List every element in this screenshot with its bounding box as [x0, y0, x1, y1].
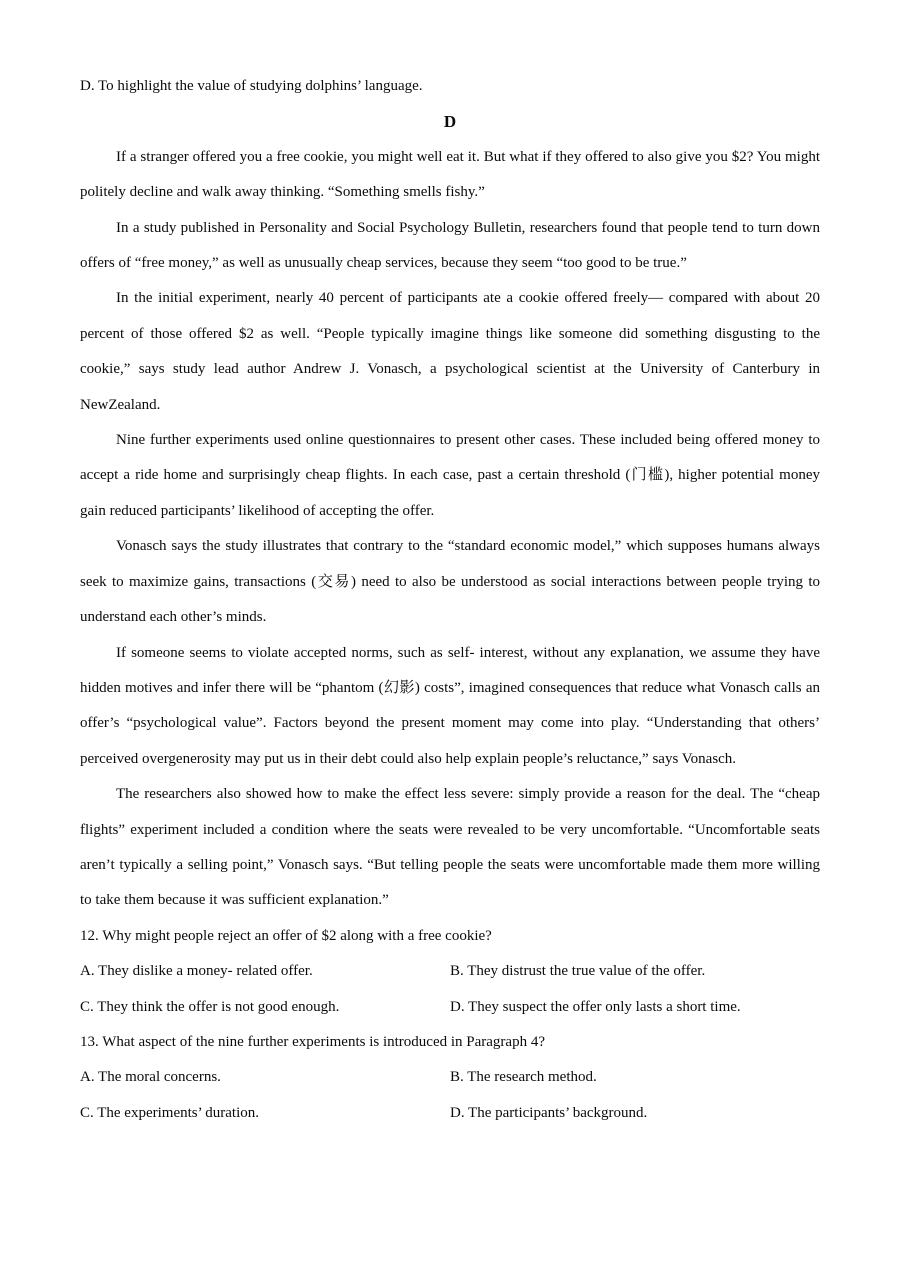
- previous-question-option-d: D. To highlight the value of studying dolphins’ language.: [80, 78, 423, 94]
- question-13-prompt: 13. What aspect of the nine further experiments is introduced in Paragraph 4?: [80, 1033, 545, 1050]
- question-12-options-row-2: [80, 990, 820, 1025]
- question-12-option-c: C. They think the offer is not good enough.: [80, 998, 340, 1015]
- question-12-prompt: 12. Why might people reject an offer of $2 along with a free cookie?: [80, 927, 492, 944]
- passage-paragraph-1: If a stranger offered you a free cookie, you might well eat it. But what if they offered to also give you $2? You might politely decline and walk away thinking. “Something smells fishy.”: [80, 148, 820, 201]
- exam-page: [80, 0, 820, 1131]
- question-12-options-row-1: [80, 954, 820, 989]
- question-13-option-b: B. The research method.: [450, 1069, 597, 1086]
- question-13-options-row-2: [80, 1096, 820, 1131]
- passage-paragraph-4: Nine further experiments used online questionnaires to present other cases. These included being offered money to accept a ride home and surprisingly cheap flights. In each case, past a certain threshold (门槛), higher potential money gain reduced participants’ likelihood of accepting the offer.: [80, 432, 820, 519]
- passage-paragraph-6: If someone seems to violate accepted norms, such as self- interest, without any explanation, we assume they have hidden motives and infer there will be “phantom (幻影) costs”, imagined consequences that reduce what Vonasch calls an offer’s “psychological value”. Factors beyond the present moment may come into play. “Understanding that others’ perceived overgenerosity may put us in their debt could also help explain people’s reluctance,” says Vonasch.: [80, 644, 820, 767]
- question-12-option-b: B. They distrust the true value of the offer.: [450, 963, 706, 980]
- question-12: [80, 919, 820, 1025]
- passage-paragraph-7: The researchers also showed how to make the effect less severe: simply provide a reason for the deal. The “cheap flights” experiment included a condition where the seats were revealed to be very uncomfortable. “Uncomfortable seats aren’t typically a selling point,” Vonasch says. “But telling people the seats were uncomfortable made them more willing to take them because it was sufficient explanation.”: [80, 786, 820, 909]
- passage-paragraph-5: Vonasch says the study illustrates that contrary to the “standard economic model,” which supposes humans always seek to maximize gains, transactions (交易) need to also be understood as social interactions between people trying to understand each other’s minds.: [80, 538, 820, 626]
- passage-section-heading: D: [443, 112, 457, 132]
- question-12-option-d: D. They suspect the offer only lasts a short time.: [450, 998, 741, 1015]
- question-13-options-row-1: [80, 1060, 820, 1095]
- passage-paragraph-2: In a study published in Personality and Social Psychology Bulletin, researchers found that people tend to turn down offers of “free money,” as well as unusually cheap services, because they seem “too good to be true.”: [80, 219, 820, 272]
- passage-paragraph-3: In the initial experiment, nearly 40 percent of participants ate a cookie offered freely— compared with about 20 percent of those offered $2 as well. “People typically imagine things like someone did something disgusting to the cookie,” says study lead author Andrew J. Vonasch, a psychological scientist at the University of Canterbury in NewZealand.: [80, 290, 820, 413]
- question-13: [80, 1025, 820, 1131]
- question-13-option-a: A. The moral concerns.: [80, 1069, 221, 1086]
- question-13-option-c: C. The experiments’ duration.: [80, 1104, 259, 1121]
- question-13-option-d: D. The participants’ background.: [450, 1104, 648, 1121]
- question-12-option-a: A. They dislike a money- related offer.: [80, 963, 313, 980]
